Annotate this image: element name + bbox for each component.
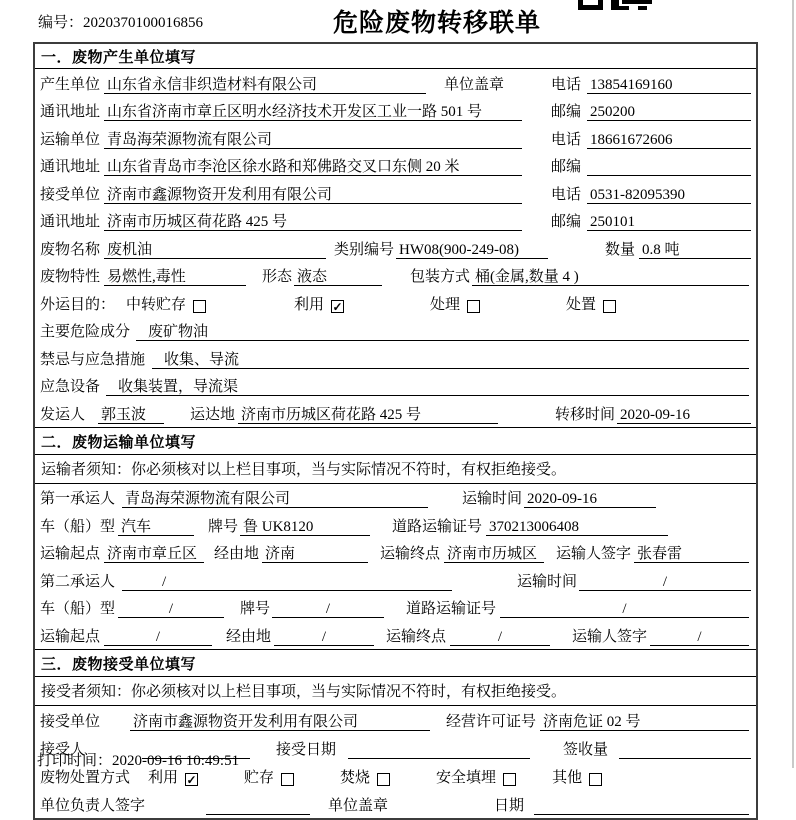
row-receive-unit	[35, 179, 756, 207]
receive-unit-label: 接受单位	[40, 713, 101, 730]
road-permit2-value: /	[500, 600, 749, 618]
quantity-value: 0.8 吨	[639, 241, 751, 259]
permit-value: 济南危证 02 号	[540, 713, 749, 731]
carrier2-label: 第二承运人	[40, 573, 116, 590]
form-value: 液态	[294, 268, 382, 286]
hazard-label: 主要危险成分	[40, 324, 131, 340]
purpose-option-utilize	[294, 296, 344, 314]
transport-address-value: 山东省青岛市李沧区徐水路和郑佛路交叉口东侧 20 米	[104, 158, 522, 176]
phone-label: 电话	[551, 186, 582, 203]
sign-amount-value	[619, 741, 751, 759]
transport-time2-value: /	[579, 573, 751, 591]
transport-time1-value: 2020-09-16	[524, 490, 656, 508]
package-value: 桶(金属,数量 4 )	[472, 268, 749, 286]
carrier2-value: /	[122, 573, 452, 591]
quantity-label: 数量	[605, 241, 636, 258]
signature-label: 运输人签字	[556, 546, 632, 562]
date-label: 日期	[494, 797, 525, 814]
origin-label: 运输起点	[40, 628, 101, 645]
via1-value: 济南	[262, 545, 368, 563]
equipment-label: 应急设备	[40, 379, 101, 395]
road-permit-label: 道路运输证号	[406, 601, 497, 617]
carrier1-label: 第一承运人	[40, 491, 116, 507]
row-transport-purpose	[35, 289, 756, 317]
produce-address-value: 山东省济南市章丘区明水经济技术开发区工业一路 501 号	[104, 103, 522, 121]
row-receive-address	[35, 207, 756, 235]
checkbox-disposal-incinerate	[377, 773, 390, 786]
form-label: 形态	[262, 269, 293, 285]
row-waste-name	[35, 234, 756, 262]
unit-seal-label: 单位盖章	[444, 76, 505, 93]
transfer-time-value: 2020-09-16	[617, 406, 751, 424]
row-responsible-signature	[35, 790, 756, 818]
section2-title: 二．废物运输单位填写	[35, 427, 756, 455]
sender-label: 发运人	[40, 406, 86, 423]
road-permit1-value: 370213006408	[486, 518, 668, 536]
disposal-option-other	[552, 769, 602, 787]
option-label: 中转贮存	[126, 296, 187, 313]
disposal-option-storage	[244, 769, 294, 787]
responsible-sign-label: 单位负责人签字	[40, 797, 146, 814]
address-label: 通讯地址	[40, 159, 101, 175]
transport-time-label: 运输时间	[462, 491, 523, 507]
phone-label: 电话	[551, 76, 582, 93]
row-vehicle-2	[35, 594, 756, 622]
serial-number-line	[38, 11, 203, 32]
option-label: 焚烧	[340, 769, 371, 786]
terminal2-value: /	[450, 628, 550, 646]
receive-unit-value: 济南市鑫源物资开发利用有限公司	[104, 186, 522, 204]
origin2-value: /	[104, 628, 212, 646]
disposal-label: 废物处置方式	[40, 769, 131, 786]
row-produce-address	[35, 97, 756, 125]
option-label: 贮存	[244, 769, 275, 786]
plate-label: 牌号	[240, 601, 271, 617]
row-taboo-measures	[35, 344, 756, 372]
option-label: 利用	[294, 296, 325, 313]
receive-phone-value: 0531-82095390	[587, 186, 751, 204]
via2-value: /	[274, 628, 374, 646]
waste-name-value: 废机油	[104, 241, 326, 259]
row-vehicle-1	[35, 511, 756, 539]
zip-label: 邮编	[551, 214, 582, 230]
checkbox-disposal-other	[589, 773, 602, 786]
row-sender	[35, 399, 756, 427]
destination-value: 济南市历城区荷花路 425 号	[238, 406, 498, 424]
receive-unit-label: 接受单位	[40, 186, 101, 203]
checkbox-disposal-storage	[281, 773, 294, 786]
waste-name-label: 废物名称	[40, 241, 101, 258]
sign-amount-label: 签收量	[563, 741, 609, 758]
row-transport-unit	[35, 124, 756, 152]
vehicle-label: 车（船）型	[40, 601, 116, 617]
receiver-notice: 接受者须知：你必须核对以上栏目事项，当与实际情况不符时，有权拒绝接受。	[35, 677, 756, 706]
row-hazard-component	[35, 317, 756, 345]
character-label: 废物特性	[40, 269, 101, 285]
print-time-value: 2020-09-16 10:49:51	[112, 753, 240, 769]
disposal-option-incinerate	[340, 769, 390, 787]
category-value: HW08(900-249-08)	[396, 241, 548, 259]
terminal-label: 运输终点	[386, 628, 447, 645]
purpose-label: 外运目的：	[40, 296, 116, 313]
terminal-label: 运输终点	[380, 546, 441, 562]
responsible-sign-value	[206, 797, 310, 815]
row-produce-unit	[35, 69, 756, 97]
zip-label: 邮编	[551, 159, 582, 175]
plate-label: 牌号	[208, 518, 239, 535]
permit-label: 经营许可证号	[446, 713, 537, 730]
disposal-option-landfill	[436, 769, 516, 787]
vehicle1-value: 汽车	[118, 518, 194, 536]
produce-unit-value: 山东省永信非织造材料有限公司	[104, 76, 426, 94]
page-right-edge	[792, 0, 794, 768]
origin-label: 运输起点	[40, 546, 101, 562]
row-first-carrier	[35, 484, 756, 512]
date-value	[534, 797, 749, 815]
via-label: 经由地	[226, 628, 272, 645]
row-second-carrier	[35, 566, 756, 594]
carrier1-value: 青岛海荣源物流有限公司	[122, 490, 428, 508]
checkbox-treat	[467, 300, 480, 313]
phone-label: 电话	[551, 131, 582, 148]
plate2-value: /	[272, 600, 384, 618]
row-transport-address	[35, 152, 756, 180]
transport-phone-value: 18661672606	[587, 131, 751, 149]
checkbox-utilize: ✓	[332, 299, 343, 313]
produce-unit-label: 产生单位	[40, 76, 101, 93]
transport-zip-value	[587, 158, 751, 176]
transfer-time-label: 转移时间	[555, 406, 616, 423]
option-label: 处理	[430, 296, 461, 313]
produce-phone-value: 13854169160	[587, 76, 751, 94]
produce-zip-value: 250200	[587, 103, 751, 121]
category-label: 类别编号	[334, 241, 395, 258]
checkbox-disposal-utilize: ✓	[186, 772, 197, 786]
receiver-label: 接受人	[40, 741, 86, 758]
receive-zip-value: 250101	[587, 213, 751, 231]
vehicle-label: 车（船）型	[40, 518, 116, 535]
section3-title: 三．废物接受单位填写	[35, 649, 756, 677]
print-time-line	[37, 749, 239, 770]
address-label: 通讯地址	[40, 214, 101, 230]
character-value: 易燃性,毒性	[104, 268, 246, 286]
section1-title: 一．废物产生单位填写	[35, 44, 756, 69]
qr-code-icon	[578, 0, 652, 10]
transporter-notice: 运输者须知：你必须核对以上栏目事项，当与实际情况不符时，有权拒绝接受。	[35, 455, 756, 484]
print-time-label: 打印时间：	[37, 753, 113, 769]
terminal1-value: 济南市历城区	[444, 545, 544, 563]
serial-number: 2020370100016856	[83, 15, 204, 31]
sender-value: 郭玉波	[98, 406, 164, 424]
signature-label: 运输人签字	[572, 628, 648, 645]
plate1-value: 鲁 UK8120	[240, 518, 370, 536]
transport-unit-value: 青岛海荣源物流有限公司	[104, 131, 522, 149]
checkbox-transfer-storage	[193, 300, 206, 313]
option-label: 处置	[566, 296, 597, 313]
taboo-value: 收集、导流	[152, 351, 749, 369]
package-label: 包装方式	[410, 269, 471, 285]
road-permit-label: 道路运输证号	[392, 518, 483, 535]
checkbox-disposal-landfill	[503, 773, 516, 786]
purpose-option-treat	[430, 296, 480, 314]
row-receive-unit-s3	[35, 706, 756, 734]
transfer-form-table	[33, 42, 758, 820]
page-title: 危险废物转移联单	[333, 10, 542, 37]
via-label: 经由地	[214, 546, 260, 562]
vehicle2-value: /	[118, 600, 224, 618]
zip-label: 邮编	[551, 104, 582, 120]
purpose-option-dispose	[566, 296, 616, 314]
equipment-value: 收集装置，导流渠	[106, 378, 749, 396]
receive-date-label: 接受日期	[276, 741, 337, 758]
option-label: 其他	[552, 769, 583, 786]
origin1-value: 济南市章丘区	[104, 545, 204, 563]
hazard-value: 废矿物油	[136, 323, 749, 341]
row-waste-character	[35, 262, 756, 290]
disposal-option-utilize	[148, 769, 198, 787]
transport-time-label: 运输时间	[517, 573, 578, 590]
signature1-value: 张春雷	[634, 545, 749, 563]
taboo-label: 禁忌与应急措施	[40, 351, 146, 368]
option-label: 安全填埋	[436, 769, 497, 786]
row-route-2	[35, 621, 756, 649]
destination-label: 运达地	[190, 406, 236, 423]
address-label: 通讯地址	[40, 104, 101, 120]
unit-seal-label: 单位盖章	[328, 797, 389, 814]
serial-label: 编号：	[38, 15, 84, 31]
signature2-value: /	[650, 628, 749, 646]
row-emergency-equipment	[35, 372, 756, 400]
receive-unit-value: 济南市鑫源物资开发利用有限公司	[130, 713, 430, 731]
purpose-option-transfer-storage	[126, 296, 206, 314]
option-label: 利用	[148, 769, 179, 786]
receive-date-value	[348, 741, 530, 759]
row-route-1	[35, 539, 756, 567]
receive-address-value: 济南市历城区荷花路 425 号	[104, 213, 522, 231]
checkbox-dispose	[603, 300, 616, 313]
transport-unit-label: 运输单位	[40, 131, 101, 148]
